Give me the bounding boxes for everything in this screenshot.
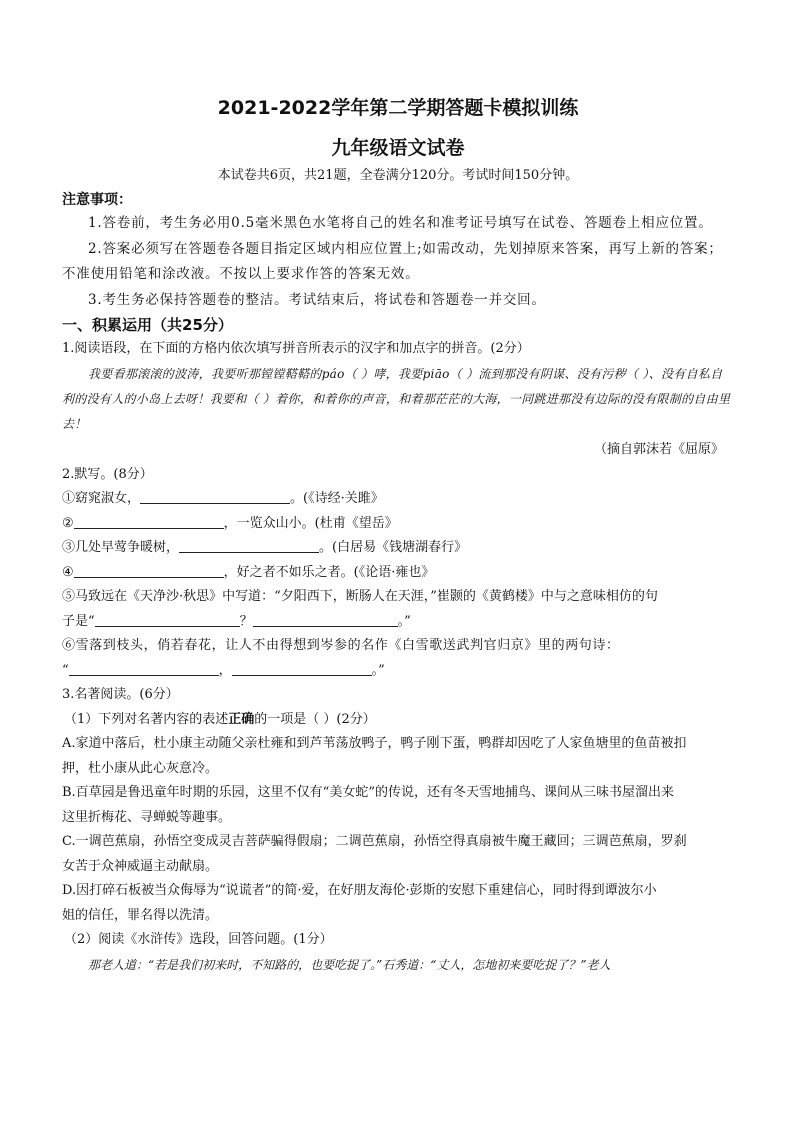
dictation-text: ， [218,662,232,678]
exam-title: 2021-2022学年第二学期答题卡模拟训练 [217,97,579,119]
dictation-text: 。(《诗经·关雎》 [290,491,384,506]
dictation-line-6-cont [62,659,734,684]
dictation-text: “ [62,662,69,678]
dictation-line-6 [62,634,734,659]
dictation-text: ？ [239,613,253,629]
dictation-text: ，好之者不如乐之者。(《论语·雍也》 [223,564,435,580]
exam-page [62,95,734,977]
option-b-line-2: 这里折梅花、寻蝉蜕等趣事。 [62,809,232,825]
dictation-text: ⑤马致远在《天净沙·秋思》中写道：“夕阳西下，断肠人在天涯，”崔颢的《黄鹤楼》中与之意味相仿的句 [62,589,658,604]
section-heading: 一、积累运用（共25分） [62,316,233,334]
question-1-stem: 1.阅读语段，在下面的方格内依次填写拼音所表示的汉字和加点字的拼音。(2分） [62,341,530,356]
dictation-text: ② [62,515,74,531]
emphasis-text: 正确 [228,711,255,727]
passage-source: （摘自郭沫若《屈原》 [593,441,724,457]
option-c-line-1: C.一调芭蕉扇，孙悟空变成灵吉菩萨骗得假扇；二调芭蕉扇，孙悟空得真扇被牛魔王藏回；三调芭蕉扇，罗刹 [62,834,687,849]
question-1-passage: 我要看那滚滚的波涛，我要听那镗镗鞳鞳的páo（ ）哮，我要piāo（ ）流到那没有阴谋、没有污秽（ ）、没有自私自利的没有人的小岛上去呀！我要和（ ）着你，和着你的声音，和着那茫茫的大海，一同跳进那没有边际的没有限制的自由里去！ [62,366,731,431]
exam-info: 本试卷共6页，共21题，全卷满分120分。考试时间150分钟。 [217,168,579,183]
option-d-line-1: D.因打碎石板被当众侮辱为“说谎者”的简·爱，在好朋友海伦·彭斯的安慰下重建信心，同时得到谭波尔小 [62,883,657,898]
dictation-text: ⑥雪落到枝头，俏若春花，让人不由得想到岑参的名作《白雪歌送武判官归京》里的两句诗： [62,638,620,653]
dictation-text: 。(白居易《钱塘湖春行》 [319,540,468,555]
question-3-stem: 3.名著阅读。(6分） [62,687,179,702]
dictation-text: ③几处早莺争暖树， [62,540,180,555]
answer-blank[interactable] [232,661,372,676]
answer-blank[interactable] [69,661,219,676]
dictation-line-3 [62,536,734,561]
question-3-sub1 [62,708,734,733]
dictation-line-5 [62,585,734,610]
option-d-line-2: 姐的信任，罪名得以洗清。 [62,907,219,923]
option-b-line-1: B.百草园是鲁迅童年时期的乐园，这里不仅有“美女蛇”的传说，还有冬天雪地捕鸟、课间从三味书屋溜出来 [62,785,674,800]
notice-item-2: 2.答案必须写在答题卷各题目指定区域内相应位置上;如需改动，先划掉原来答案，再写上新的答案；不准使用铅笔和涂改液。不按以上要求作答的答案无效。 [62,240,723,282]
answer-blank[interactable] [140,489,290,504]
answer-blank[interactable] [179,538,319,553]
dictation-text: 。” [397,613,411,629]
dictation-text: 子是“ [62,613,95,629]
option-a-line-2: 押，杜小康从此心灰意冷。 [62,760,219,776]
dictation-line-4 [62,561,734,586]
sub-question-text: （1）下列对名著内容的表述 [64,711,229,727]
answer-blank[interactable] [253,612,398,627]
question-2-stem: 2.默写。(8分） [62,466,153,482]
sub-question-text: 的一项是（ ）(2分） [254,711,376,727]
notice-item-1: 1.答卷前，考生务必用0.5毫米黑色水笔将自己的姓名和准考证号填写在试卷、答题卷上相应位置。 [88,215,713,231]
dictation-text: 。” [371,662,385,678]
dictation-text: ①窈窕淑女， [62,491,141,506]
dictation-line-1 [62,487,734,512]
dictation-line-5-cont [62,610,734,635]
option-a-line-1: A.家道中落后，杜小康主动随父亲杜雍和到芦苇荡放鸭子，鸭子刚下蛋，鸭群却因吃了人家鱼塘里的鱼苗被扣 [62,736,687,751]
notice-item-3: 3.考生务必保持答题卷的整洁。考试结束后，将试卷和答题卷一并交回。 [88,291,546,308]
answer-blank[interactable] [74,514,224,529]
dictation-text: ，一览众山小。(杜甫《望岳》 [223,515,398,531]
dictation-text: ④ [62,564,74,580]
water-margin-passage: 那老人道：“若是我们初来时，不知路的，也要吃捉了。”石秀道：“丈人，怎地初来要吃捉了？”老人 [88,957,611,972]
question-3-sub2: （2）阅读《水浒传》选段，回答问题。(1分） [64,932,333,947]
exam-subtitle: 九年级语文试卷 [331,137,465,159]
dictation-line-2 [62,512,734,537]
option-c-line-2: 女苦于众神威逼主动献扇。 [62,858,219,874]
answer-blank[interactable] [74,563,224,578]
answer-blank[interactable] [95,612,240,627]
notice-heading: 注意事项： [62,192,132,208]
